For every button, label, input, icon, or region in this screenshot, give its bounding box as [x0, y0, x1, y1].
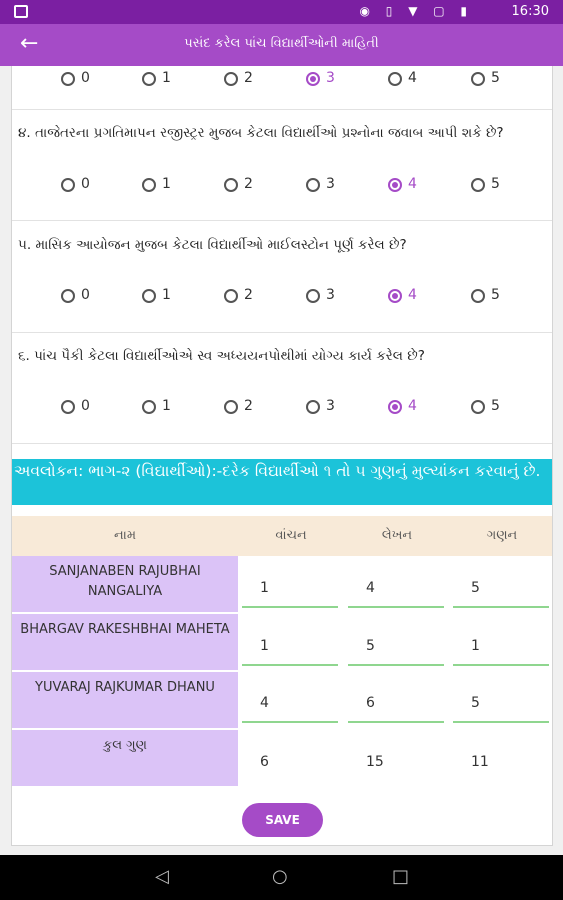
- radio-option-label: 5: [491, 398, 500, 414]
- radio-unchecked-icon: [224, 72, 238, 86]
- reading-score-input[interactable]: 1: [242, 620, 338, 666]
- math-score-input[interactable]: 5: [453, 562, 549, 608]
- radio-unchecked-icon: [142, 178, 156, 192]
- divider: [12, 443, 553, 444]
- radio-checked-icon: [388, 289, 402, 303]
- radio-unchecked-icon: [388, 72, 402, 86]
- radio-option-label: 5: [491, 287, 500, 303]
- column-header-writing: લેખન: [344, 516, 450, 556]
- radio-unchecked-icon: [61, 289, 75, 303]
- student-name: YUVARAJ RAJKUMAR DHANU: [12, 672, 238, 728]
- radio-option-label: 3: [326, 287, 335, 303]
- radio-option-label: 2: [244, 398, 253, 414]
- question-5-text: ૫. માસિક આયોજન મુજબ કેટલા વિદ્યાર્થીઓ માઈલસ્ટોન પૂર્ણ કરેલ છે?: [18, 237, 407, 253]
- radio-option-label: 3: [326, 70, 335, 86]
- radio-unchecked-icon: [61, 178, 75, 192]
- radio-option-label: 4: [408, 398, 417, 414]
- student-name: BHARGAV RAKESHBHAI MAHETA: [12, 614, 238, 670]
- nav-recents-icon[interactable]: □: [392, 866, 410, 887]
- radio-unchecked-icon: [306, 400, 320, 414]
- nav-home-icon[interactable]: ○: [272, 866, 288, 887]
- reading-score-input[interactable]: 4: [242, 677, 338, 723]
- radio-group-q3: [12, 66, 553, 92]
- page-title: પસંદ કરેલ પાંચ વિદ્યાર્થીઓની માહિતી: [184, 36, 379, 51]
- arrow-left-icon[interactable]: ←: [20, 31, 39, 56]
- radio-checked-icon: [306, 72, 320, 86]
- radio-option-label: 3: [326, 176, 335, 192]
- radio-option-label: 3: [326, 398, 335, 414]
- system-nav-bar: [0, 855, 563, 900]
- radio-unchecked-icon: [142, 289, 156, 303]
- radio-unchecked-icon: [471, 72, 485, 86]
- radio-unchecked-icon: [224, 400, 238, 414]
- radio-checked-icon: [388, 400, 402, 414]
- radio-option-label: 4: [408, 287, 417, 303]
- radio-option-label: 1: [162, 176, 171, 192]
- nav-back-icon[interactable]: ◁: [155, 866, 169, 887]
- math-score-input[interactable]: 5: [453, 677, 549, 723]
- radio-option-label: 0: [81, 398, 90, 414]
- observation-banner: અવલોકન: ભાગ-૨ (વિદ્યાર્થીઓ):-દરેક વિદ્યાર્થીઓ ૧ તો ૫ ગુણનું મુલ્યાંકન કરવાનું છે.: [12, 459, 553, 505]
- radio-group-q4: [12, 172, 553, 198]
- radio-unchecked-icon: [224, 289, 238, 303]
- question-4-text: ૪. તાજેતરના પ્રગતિમાપન રજીસ્ટ્રર મુજબ કેટલા વિદ્યાર્થીઓ પ્રશ્નોના જવાબ આપી શકે છે?: [18, 125, 504, 141]
- total-label: કુલ ગુણ: [12, 730, 238, 786]
- math-score-input[interactable]: 1: [453, 620, 549, 666]
- status-bar: [0, 0, 563, 24]
- radio-unchecked-icon: [61, 72, 75, 86]
- radio-option-label: 4: [408, 70, 417, 86]
- radio-unchecked-icon: [306, 289, 320, 303]
- total-writing: 15: [366, 754, 384, 770]
- radio-checked-icon: [388, 178, 402, 192]
- total-reading: 6: [260, 754, 269, 770]
- app-bar: [0, 24, 563, 66]
- clock: 16:30: [511, 4, 549, 19]
- radio-option-label: 1: [162, 287, 171, 303]
- radio-unchecked-icon: [224, 178, 238, 192]
- writing-score-input[interactable]: 6: [348, 677, 444, 723]
- radio-unchecked-icon: [142, 400, 156, 414]
- writing-score-input[interactable]: 4: [348, 562, 444, 608]
- column-header-math: ગણન: [450, 516, 553, 556]
- divider: [12, 220, 553, 221]
- radio-option-label: 4: [408, 176, 417, 192]
- divider: [12, 109, 553, 110]
- radio-option-label: 0: [81, 287, 90, 303]
- radio-option-label: 5: [491, 176, 500, 192]
- radio-unchecked-icon: [471, 289, 485, 303]
- radio-unchecked-icon: [306, 178, 320, 192]
- gallery-notification-icon: [14, 5, 28, 18]
- radio-option-label: 0: [81, 176, 90, 192]
- save-button[interactable]: SAVE: [242, 803, 323, 837]
- radio-option-label: 2: [244, 287, 253, 303]
- radio-option-label: 1: [162, 398, 171, 414]
- radio-group-q6: [12, 394, 553, 420]
- question-6-text: ૬. પાંચ પૈકી કેટલા વિદ્યાર્થીઓએ સ્વ અધ્યયનપોથીમાં યોગ્ય કાર્ય કરેલ છે?: [18, 348, 425, 364]
- status-icons: ◉ ▯ ▼ ▢ ▮: [359, 4, 473, 18]
- writing-score-input[interactable]: 5: [348, 620, 444, 666]
- radio-unchecked-icon: [61, 400, 75, 414]
- radio-unchecked-icon: [142, 72, 156, 86]
- form-card: [11, 66, 553, 846]
- column-header-reading: વાંચન: [238, 516, 344, 556]
- radio-unchecked-icon: [471, 178, 485, 192]
- radio-option-label: 2: [244, 70, 253, 86]
- reading-score-input[interactable]: 1: [242, 562, 338, 608]
- radio-group-q5: [12, 283, 553, 309]
- column-header-name: નામ: [12, 516, 238, 556]
- total-math: 11: [471, 754, 489, 770]
- divider: [12, 332, 553, 333]
- student-name: SANJANABEN RAJUBHAI NANGALIYA: [12, 556, 238, 612]
- radio-unchecked-icon: [471, 400, 485, 414]
- radio-option-label: 0: [81, 70, 90, 86]
- radio-option-label: 1: [162, 70, 171, 86]
- radio-option-label: 2: [244, 176, 253, 192]
- radio-option-label: 5: [491, 70, 500, 86]
